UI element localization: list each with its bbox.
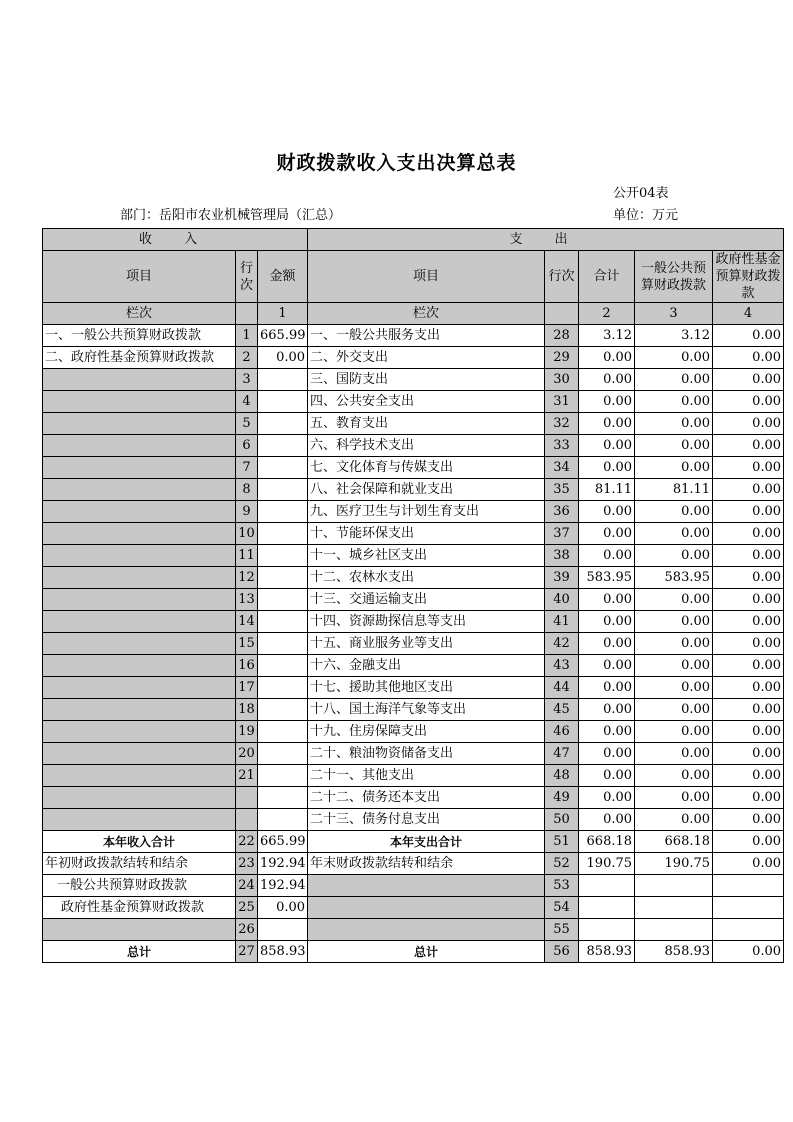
income-row-no-cell: 20	[236, 743, 258, 765]
income-item-cell: 政府性基金预算财政拨款	[43, 897, 236, 919]
gov-fund-cell: 0.00	[713, 809, 784, 831]
gov-fund-cell: 0.00	[713, 479, 784, 501]
income-item-cell	[43, 413, 236, 435]
income-row-no-cell: 7	[236, 457, 258, 479]
income-row-no-cell: 19	[236, 721, 258, 743]
income-item-cell	[43, 479, 236, 501]
total-cell: 0.00	[579, 633, 635, 655]
expense-row-no-cell: 52	[545, 853, 579, 875]
income-row-no-cell: 24	[236, 875, 258, 897]
table-row	[43, 633, 784, 655]
table-row	[43, 391, 784, 413]
gov-fund-cell: 0.00	[713, 545, 784, 567]
summary-row	[43, 919, 784, 941]
income-row-no-cell: 15	[236, 633, 258, 655]
expense-row-no-cell: 41	[545, 611, 579, 633]
table-row	[43, 347, 784, 369]
total-cell: 0.00	[579, 545, 635, 567]
table-row	[43, 567, 784, 589]
income-amount-cell	[258, 457, 308, 479]
expense-item-cell: 十八、国土海洋气象等支出	[308, 699, 545, 721]
total-cell: 0.00	[579, 589, 635, 611]
total-cell: 0.00	[579, 435, 635, 457]
expense-item-cell: 七、文化体育与传媒支出	[308, 457, 545, 479]
gov-fund-header: 政府性基金预算财政拨款	[713, 251, 784, 303]
general-budget-cell: 0.00	[635, 809, 713, 831]
section-header-row	[43, 229, 784, 251]
expense-row-no-cell: 45	[545, 699, 579, 721]
expense-row-no-cell: 48	[545, 765, 579, 787]
income-item-cell	[43, 743, 236, 765]
gov-fund-cell: 0.00	[713, 347, 784, 369]
income-row-no-cell: 9	[236, 501, 258, 523]
income-item-cell	[43, 611, 236, 633]
gov-fund-cell	[713, 875, 784, 897]
expense-row-no-cell: 50	[545, 809, 579, 831]
general-budget-cell: 0.00	[635, 787, 713, 809]
report-title: 财政拨款收入支出决算总表	[276, 152, 517, 174]
income-item-cell	[43, 765, 236, 787]
unit-label: 单位：万元	[613, 208, 679, 223]
total-cell: 3.12	[579, 325, 635, 347]
income-amount-cell	[258, 699, 308, 721]
general-budget-cell: 668.18	[635, 831, 713, 853]
general-budget-cell: 858.93	[635, 941, 713, 963]
income-row-no-cell: 1	[236, 325, 258, 347]
total-cell: 0.00	[579, 655, 635, 677]
expense-item-cell: 十五、商业服务业等支出	[308, 633, 545, 655]
total-cell: 81.11	[579, 479, 635, 501]
table-row	[43, 699, 784, 721]
expense-row-no-cell: 37	[545, 523, 579, 545]
expense-item-cell	[308, 919, 545, 941]
expense-row-no-header: 行次	[545, 251, 579, 303]
expense-item-cell	[308, 897, 545, 919]
total-cell: 0.00	[579, 721, 635, 743]
income-amount-col-no: 1	[258, 303, 308, 325]
expense-item-cell: 一、一般公共服务支出	[308, 325, 545, 347]
income-item-cell	[43, 545, 236, 567]
total-cell: 0.00	[579, 391, 635, 413]
income-row-no-cell: 21	[236, 765, 258, 787]
expense-label-cell: 栏次	[308, 303, 545, 325]
total-cell: 0.00	[579, 347, 635, 369]
general-col-no: 3	[635, 303, 713, 325]
total-cell	[579, 875, 635, 897]
expense-row-no-cell: 56	[545, 941, 579, 963]
income-item-cell	[43, 721, 236, 743]
general-budget-cell: 0.00	[635, 699, 713, 721]
income-row-no-cell: 14	[236, 611, 258, 633]
income-amount-cell	[258, 523, 308, 545]
expense-row-no-cell: 53	[545, 875, 579, 897]
total-cell	[579, 919, 635, 941]
income-row-no-cell: 23	[236, 853, 258, 875]
table-row	[43, 743, 784, 765]
expense-item-cell: 总计	[308, 941, 545, 963]
general-budget-cell: 0.00	[635, 589, 713, 611]
gov-fund-cell: 0.00	[713, 391, 784, 413]
income-section-header: 收 入	[43, 229, 308, 251]
general-budget-cell: 0.00	[635, 721, 713, 743]
income-row-no-cell: 26	[236, 919, 258, 941]
gov-fund-cell: 0.00	[713, 633, 784, 655]
table-row	[43, 545, 784, 567]
total-cell: 0.00	[579, 501, 635, 523]
income-amount-cell	[258, 501, 308, 523]
summary-row	[43, 875, 784, 897]
general-budget-cell: 0.00	[635, 413, 713, 435]
gov-fund-cell: 0.00	[713, 743, 784, 765]
income-row-no-cell: 25	[236, 897, 258, 919]
income-amount-cell	[258, 721, 308, 743]
income-amount-cell	[258, 435, 308, 457]
expense-row-no-cell: 32	[545, 413, 579, 435]
expense-item-cell: 八、社会保障和就业支出	[308, 479, 545, 501]
total-cell: 0.00	[579, 743, 635, 765]
gov-fund-cell: 0.00	[713, 787, 784, 809]
table-row	[43, 501, 784, 523]
expense-item-cell: 二、外交支出	[308, 347, 545, 369]
gov-fund-cell: 0.00	[713, 677, 784, 699]
general-budget-cell: 0.00	[635, 743, 713, 765]
expense-row-no-cell: 40	[545, 589, 579, 611]
total-header: 合计	[579, 251, 635, 303]
gov-fund-cell: 0.00	[713, 941, 784, 963]
gov-fund-cell: 0.00	[713, 501, 784, 523]
income-amount-cell	[258, 787, 308, 809]
expense-row-no-cell: 33	[545, 435, 579, 457]
income-amount-cell: 0.00	[258, 897, 308, 919]
total-cell: 583.95	[579, 567, 635, 589]
income-amount-cell	[258, 765, 308, 787]
gov-fund-cell: 0.00	[713, 369, 784, 391]
income-amount-cell	[258, 809, 308, 831]
expense-item-cell: 十九、住房保障支出	[308, 721, 545, 743]
income-amount-cell	[258, 589, 308, 611]
income-item-cell	[43, 567, 236, 589]
general-budget-cell: 190.75	[635, 853, 713, 875]
income-row-no-header: 行次	[236, 251, 258, 303]
table-row	[43, 655, 784, 677]
expense-item-cell: 九、医疗卫生与计划生育支出	[308, 501, 545, 523]
income-amount-cell: 858.93	[258, 941, 308, 963]
income-amount-cell	[258, 369, 308, 391]
expense-row-no-cell: 49	[545, 787, 579, 809]
general-budget-cell: 3.12	[635, 325, 713, 347]
expense-item-cell: 十、节能环保支出	[308, 523, 545, 545]
empty-cell	[236, 303, 258, 325]
total-col-no: 2	[579, 303, 635, 325]
total-cell: 0.00	[579, 809, 635, 831]
income-amount-cell: 665.99	[258, 831, 308, 853]
gov-fund-cell: 0.00	[713, 567, 784, 589]
table-row	[43, 523, 784, 545]
expense-item-cell: 三、国防支出	[308, 369, 545, 391]
income-amount-cell	[258, 919, 308, 941]
general-budget-cell: 0.00	[635, 523, 713, 545]
gov-fund-cell	[713, 919, 784, 941]
expense-row-no-cell: 44	[545, 677, 579, 699]
income-item-cell: 一般公共预算财政拨款	[43, 875, 236, 897]
expense-item-cell: 五、教育支出	[308, 413, 545, 435]
general-budget-cell	[635, 897, 713, 919]
total-cell: 0.00	[579, 765, 635, 787]
summary-row	[43, 831, 784, 853]
income-item-cell	[43, 523, 236, 545]
income-item-header: 项目	[43, 251, 236, 303]
income-row-no-cell: 6	[236, 435, 258, 457]
column-number-row	[43, 303, 784, 325]
expense-item-cell: 十四、资源勘探信息等支出	[308, 611, 545, 633]
income-item-cell: 二、政府性基金预算财政拨款	[43, 347, 236, 369]
expense-row-no-cell: 36	[545, 501, 579, 523]
general-budget-cell	[635, 875, 713, 897]
expense-row-no-cell: 30	[545, 369, 579, 391]
table-row	[43, 435, 784, 457]
expense-item-cell: 十一、城乡社区支出	[308, 545, 545, 567]
income-row-no-cell: 16	[236, 655, 258, 677]
gov-fund-cell: 0.00	[713, 699, 784, 721]
expense-row-no-cell: 29	[545, 347, 579, 369]
total-cell: 0.00	[579, 413, 635, 435]
general-budget-cell: 0.00	[635, 677, 713, 699]
income-row-no-cell: 3	[236, 369, 258, 391]
expense-item-cell: 六、科学技术支出	[308, 435, 545, 457]
gov-fund-cell: 0.00	[713, 831, 784, 853]
expense-item-header: 项目	[308, 251, 545, 303]
table-row	[43, 457, 784, 479]
expense-item-cell: 十七、援助其他地区支出	[308, 677, 545, 699]
income-amount-cell	[258, 743, 308, 765]
expense-row-no-cell: 31	[545, 391, 579, 413]
gov-fund-cell: 0.00	[713, 413, 784, 435]
total-cell	[579, 897, 635, 919]
expense-item-cell: 二十三、债务付息支出	[308, 809, 545, 831]
table-row	[43, 413, 784, 435]
report-table	[42, 228, 784, 963]
gov-fund-cell: 0.00	[713, 765, 784, 787]
income-item-cell: 一、一般公共预算财政拨款	[43, 325, 236, 347]
gov-fund-cell	[713, 897, 784, 919]
total-cell: 0.00	[579, 457, 635, 479]
table-row	[43, 809, 784, 831]
income-amount-cell	[258, 633, 308, 655]
column-header-row	[43, 251, 784, 303]
general-budget-cell: 0.00	[635, 765, 713, 787]
income-item-cell	[43, 369, 236, 391]
income-amount-header: 金额	[258, 251, 308, 303]
income-row-no-cell: 18	[236, 699, 258, 721]
expense-row-no-cell: 34	[545, 457, 579, 479]
gov-fund-cell: 0.00	[713, 655, 784, 677]
general-budget-cell: 0.00	[635, 369, 713, 391]
table-row	[43, 611, 784, 633]
income-row-no-cell: 17	[236, 677, 258, 699]
general-budget-cell: 0.00	[635, 501, 713, 523]
expense-row-no-cell: 38	[545, 545, 579, 567]
table-row	[43, 479, 784, 501]
expense-row-no-cell: 28	[545, 325, 579, 347]
income-item-cell: 年初财政拨款结转和结余	[43, 853, 236, 875]
general-budget-cell: 0.00	[635, 457, 713, 479]
income-row-no-cell: 13	[236, 589, 258, 611]
general-budget-cell: 0.00	[635, 611, 713, 633]
table-row	[43, 787, 784, 809]
expense-row-no-cell: 55	[545, 919, 579, 941]
income-amount-cell: 192.94	[258, 875, 308, 897]
form-number: 公开04表	[613, 186, 669, 201]
gov-fund-cell: 0.00	[713, 435, 784, 457]
table-row	[43, 325, 784, 347]
gov-fund-cell: 0.00	[713, 457, 784, 479]
income-amount-cell	[258, 413, 308, 435]
income-row-no-cell: 10	[236, 523, 258, 545]
income-item-cell	[43, 589, 236, 611]
expense-item-cell: 十六、金融支出	[308, 655, 545, 677]
income-item-cell: 总计	[43, 941, 236, 963]
income-amount-cell: 665.99	[258, 325, 308, 347]
total-cell: 190.75	[579, 853, 635, 875]
income-item-cell	[43, 655, 236, 677]
total-cell: 0.00	[579, 787, 635, 809]
income-item-cell	[43, 699, 236, 721]
gov-fund-cell: 0.00	[713, 325, 784, 347]
income-row-no-cell: 8	[236, 479, 258, 501]
empty-cell	[545, 303, 579, 325]
total-cell: 0.00	[579, 523, 635, 545]
summary-row	[43, 897, 784, 919]
general-budget-cell: 0.00	[635, 655, 713, 677]
general-budget-cell: 0.00	[635, 633, 713, 655]
total-cell: 858.93	[579, 941, 635, 963]
income-amount-cell	[258, 567, 308, 589]
general-budget-cell: 0.00	[635, 391, 713, 413]
gov-fund-cell: 0.00	[713, 523, 784, 545]
table-row	[43, 589, 784, 611]
department-label: 部门：岳阳市农业机械管理局（汇总）	[120, 208, 342, 223]
income-item-cell	[43, 809, 236, 831]
general-budget-cell: 583.95	[635, 567, 713, 589]
gov-fund-cell: 0.00	[713, 721, 784, 743]
income-amount-cell: 192.94	[258, 853, 308, 875]
table-row	[43, 369, 784, 391]
expense-item-cell: 本年支出合计	[308, 831, 545, 853]
expense-row-no-cell: 47	[545, 743, 579, 765]
total-cell: 0.00	[579, 677, 635, 699]
income-item-cell	[43, 457, 236, 479]
income-amount-cell: 0.00	[258, 347, 308, 369]
income-item-cell	[43, 435, 236, 457]
gov-fund-cell: 0.00	[713, 611, 784, 633]
income-amount-cell	[258, 611, 308, 633]
expense-item-cell: 二十二、债务还本支出	[308, 787, 545, 809]
table-row	[43, 677, 784, 699]
expense-row-no-cell: 46	[545, 721, 579, 743]
income-item-cell	[43, 633, 236, 655]
total-cell: 0.00	[579, 699, 635, 721]
income-row-no-cell	[236, 809, 258, 831]
table-row	[43, 721, 784, 743]
expense-item-cell	[308, 875, 545, 897]
expense-item-cell: 二十、粮油物资储备支出	[308, 743, 545, 765]
expense-item-cell: 二十一、其他支出	[308, 765, 545, 787]
general-budget-cell	[635, 919, 713, 941]
summary-row	[43, 853, 784, 875]
total-cell: 668.18	[579, 831, 635, 853]
income-row-no-cell: 5	[236, 413, 258, 435]
income-item-cell	[43, 919, 236, 941]
income-item-cell	[43, 391, 236, 413]
gov-fund-cell: 0.00	[713, 853, 784, 875]
expense-row-no-cell: 51	[545, 831, 579, 853]
general-budget-header: 一般公共预算财政拨款	[635, 251, 713, 303]
income-row-no-cell	[236, 787, 258, 809]
income-item-cell	[43, 677, 236, 699]
income-amount-cell	[258, 677, 308, 699]
expense-row-no-cell: 42	[545, 633, 579, 655]
table-row	[43, 765, 784, 787]
income-row-no-cell: 12	[236, 567, 258, 589]
income-item-cell	[43, 787, 236, 809]
expense-item-cell: 十三、交通运输支出	[308, 589, 545, 611]
income-amount-cell	[258, 479, 308, 501]
income-row-no-cell: 4	[236, 391, 258, 413]
gov-fund-cell: 0.00	[713, 589, 784, 611]
income-row-no-cell: 11	[236, 545, 258, 567]
expense-item-cell: 四、公共安全支出	[308, 391, 545, 413]
expense-row-no-cell: 54	[545, 897, 579, 919]
expense-row-no-cell: 35	[545, 479, 579, 501]
general-budget-cell: 0.00	[635, 347, 713, 369]
expense-item-cell: 十二、农林水支出	[308, 567, 545, 589]
general-budget-cell: 0.00	[635, 545, 713, 567]
expense-row-no-cell: 39	[545, 567, 579, 589]
income-row-no-cell: 2	[236, 347, 258, 369]
general-budget-cell: 81.11	[635, 479, 713, 501]
general-budget-cell: 0.00	[635, 435, 713, 457]
expense-section-header: 支 出	[308, 229, 784, 251]
income-amount-cell	[258, 655, 308, 677]
income-item-cell: 本年收入合计	[43, 831, 236, 853]
expense-row-no-cell: 43	[545, 655, 579, 677]
income-row-no-cell: 27	[236, 941, 258, 963]
total-cell: 0.00	[579, 369, 635, 391]
total-cell: 0.00	[579, 611, 635, 633]
fund-col-no: 4	[713, 303, 784, 325]
expense-item-cell: 年末财政拨款结转和结余	[308, 853, 545, 875]
income-label-cell: 栏次	[43, 303, 236, 325]
income-row-no-cell: 22	[236, 831, 258, 853]
income-amount-cell	[258, 391, 308, 413]
income-amount-cell	[258, 545, 308, 567]
summary-row	[43, 941, 784, 963]
income-item-cell	[43, 501, 236, 523]
